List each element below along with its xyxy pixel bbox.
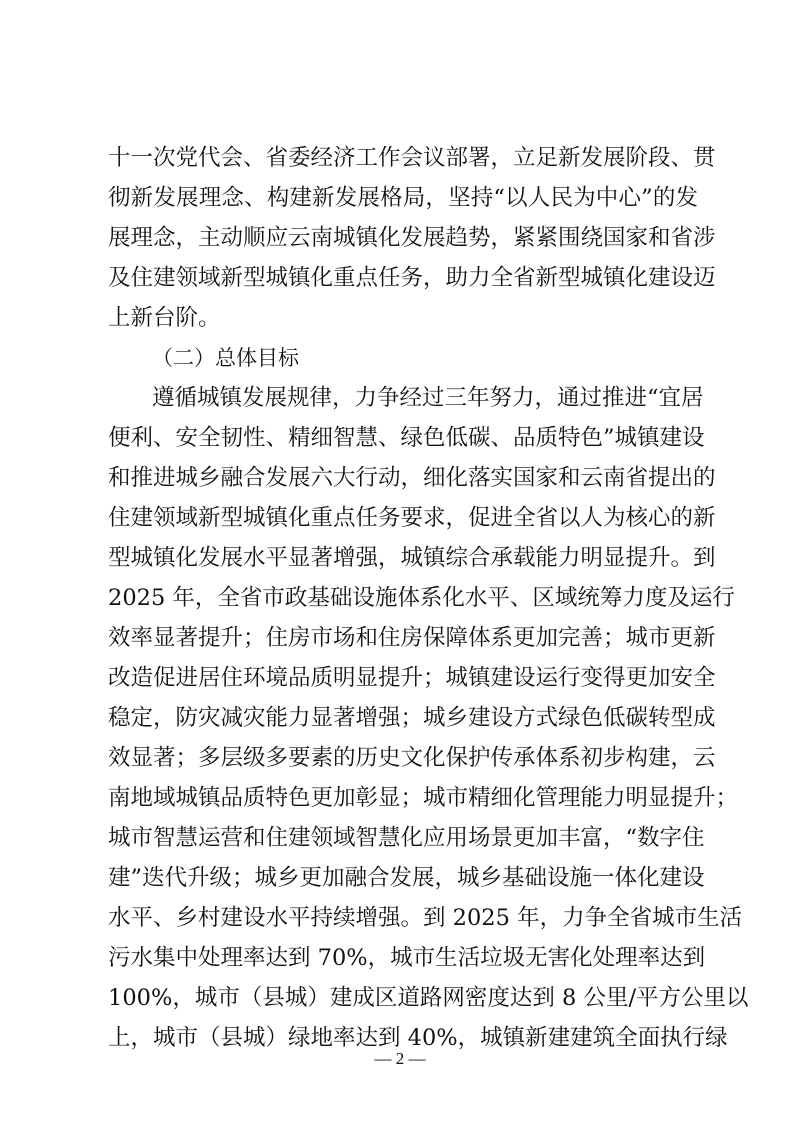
section-heading: （二）总体目标 [152, 346, 299, 370]
paragraph-line-7: 便利、安全韧性、精细智慧、绿色低碳、品质特色”城镇建设 [108, 425, 705, 451]
paragraph-line-10: 型城镇化发展水平显著增强，城镇综合承载能力明显提升。到 [108, 545, 716, 571]
paragraph-line-1: 十一次党代会、省委经济工作会议部署，立足新发展阶段、贯 [108, 145, 716, 171]
paragraph-line-20: 污水集中处理率达到 70%，城市生活垃圾无害化处理率达到 [108, 945, 706, 971]
paragraph-line-21: 100%，城市（县城）建成区道路网密度达到 8 公里/平方公里以 [108, 985, 749, 1011]
paragraph-line-9: 住建领域新型城镇化重点任务要求，促进全省以人为核心的新 [108, 505, 716, 531]
paragraph-line-2: 彻新发展理念、构建新发展格局，坚持“以人民为中心”的发 [108, 185, 698, 211]
paragraph-line-17: 城市智慧运营和住建领域智慧化应用场景更加丰富，“数字住 [108, 825, 705, 851]
paragraph-line-19: 水平、乡村建设水平持续增强。到 2025 年，力争全省城市生活 [108, 905, 743, 931]
paragraph-line-13: 改造促进居住环境品质明显提升；城镇建设运行变得更加安全 [108, 665, 716, 691]
paragraph-line-4: 及住建领域新型城镇化重点任务，助力全省新型城镇化建设迈 [108, 265, 716, 291]
paragraph-line-8: 和推进城乡融合发展六大行动，细化落实国家和云南省提出的 [108, 465, 716, 491]
paragraph-line-14: 稳定，防灾减灾能力显著增强；城乡建设方式绿色低碳转型成 [108, 705, 716, 731]
paragraph-line-5: 上新台阶。 [108, 305, 221, 331]
paragraph-line-12: 效率显著提升；住房市场和住房保障体系更加完善；城市更新 [108, 625, 716, 651]
page-number: — 2 — [374, 1049, 426, 1068]
paragraph-line-18: 建”迭代升级；城乡更加融合发展，城乡基础设施一体化建设 [108, 865, 705, 891]
paragraph-line-6: 遵循城镇发展规律，力争经过三年努力，通过推进“宜居 [152, 385, 704, 411]
paragraph-line-16: 南地域城镇品质特色更加彰显；城市精细化管理能力明显提升； [108, 785, 739, 811]
paragraph-line-11: 2025 年，全省市政基础设施体系化水平、区域统筹力度及运行 [108, 585, 735, 611]
paragraph-line-15: 效显著；多层级多要素的历史文化保护传承体系初步构建，云 [108, 745, 716, 771]
paragraph-line-22: 上，城市（县城）绿地率达到 40%，城镇新建建筑全面执行绿 [108, 1025, 728, 1051]
paragraph-line-3: 展理念，主动顺应云南城镇化发展趋势，紧紧围绕国家和省涉 [108, 225, 716, 251]
